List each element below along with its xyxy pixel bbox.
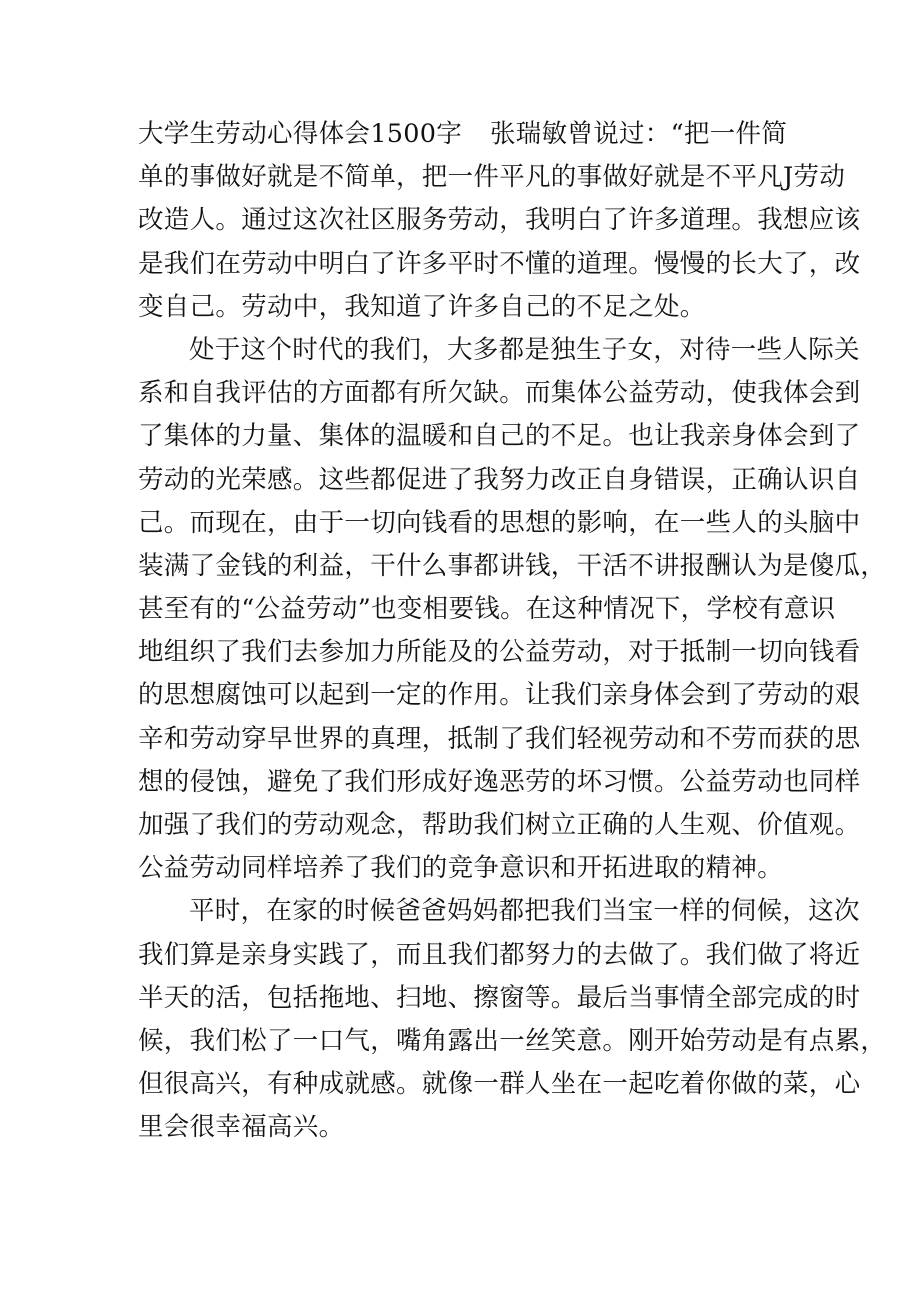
paragraph-line: 甚至有的“公益劳动”也变相要钱。在这种情况下，学校有意识 <box>138 594 836 625</box>
paragraph-line: 了集体的力量、集体的温暖和自己的不足。也让我亲身体会到了 <box>138 421 861 452</box>
paragraph-line: 里会很幸福高兴。 <box>138 1112 345 1143</box>
paragraph-line: 处于这个时代的我们，大多都是独生子女，对待一些人际关 <box>189 334 860 365</box>
paragraph-line: 己。而现在，由于一切向钱看的思想的影响，在一些人的头脑中 <box>138 507 861 538</box>
paragraph-line: 辛和劳动穿早世界的真理，抵制了我们轻视劳动和不劳而获的思 <box>138 723 861 754</box>
paragraph-line: 改造人。通过这次社区服务劳动，我明白了许多道理。我想应该 <box>138 205 861 236</box>
paragraph-line: 半天的活，包括拖地、扫地、擦窗等。最后当事情全部完成的时 <box>138 982 861 1013</box>
paragraph-line: 我们算是亲身实践了，而且我们都努力的去做了。我们做了将近 <box>138 939 861 970</box>
paragraph-line: 候，我们松了一口气，嘴角露出一丝笑意。刚开始劳动是有点累， <box>138 1025 887 1056</box>
paragraph-line: 的思想腐蚀可以起到一定的作用。让我们亲身体会到了劳动的艰 <box>138 680 861 711</box>
paragraph-line: 是我们在劳动中明白了许多平时不懂的道理。慢慢的长大了，改 <box>138 248 861 279</box>
paragraph-line: 系和自我评估的方面都有所欠缺。而集体公益劳动，使我体会到 <box>138 378 861 409</box>
paragraph-2 <box>138 329 887 890</box>
paragraph-line: 单的事做好就是不简单，把一件平凡的事做好就是不平凡J劳动 <box>138 162 846 193</box>
document-title: 大学生劳动心得体会1500字 <box>138 119 463 149</box>
paragraph-3 <box>138 890 887 1149</box>
title-line <box>138 113 798 156</box>
paragraph-line: 想的侵蚀，避免了我们形成好逸恶劳的坏习惯。公益劳动也同样 <box>138 766 861 797</box>
paragraph-line: 加强了我们的劳动观念，帮助我们树立正确的人生观、价值观。 <box>138 810 861 840</box>
paragraph-line: 劳动的光荣感。这些都促进了我努力改正自身错误，正确认识自 <box>138 464 861 495</box>
paragraph-line: 装满了金钱的利益，干什么事都讲钱，干活不讲报酬认为是傻瓜， <box>138 550 887 581</box>
paragraph-line: 变自己。劳动中，我知道了许多自己的不足之处。 <box>138 291 706 322</box>
paragraph-line: 地组织了我们去参加力所能及的公益劳动，对于抵制一切向钱看 <box>138 637 861 668</box>
paragraph-line: 但很高兴，有种成就感。就像一群人坐在一起吃着你做的菜，心 <box>138 1069 861 1100</box>
paragraph-line: 公益劳动同样培养了我们的竞争意识和开拓进取的精神。 <box>138 853 784 884</box>
document-body <box>138 113 887 1150</box>
paragraph-1 <box>138 156 861 329</box>
opening-quote-text: 张瑞敏曾说过：“把一件简 <box>490 119 788 149</box>
paragraph-line: 平时，在家的时候爸爸妈妈都把我们当宝一样的伺候，这次 <box>189 896 860 927</box>
